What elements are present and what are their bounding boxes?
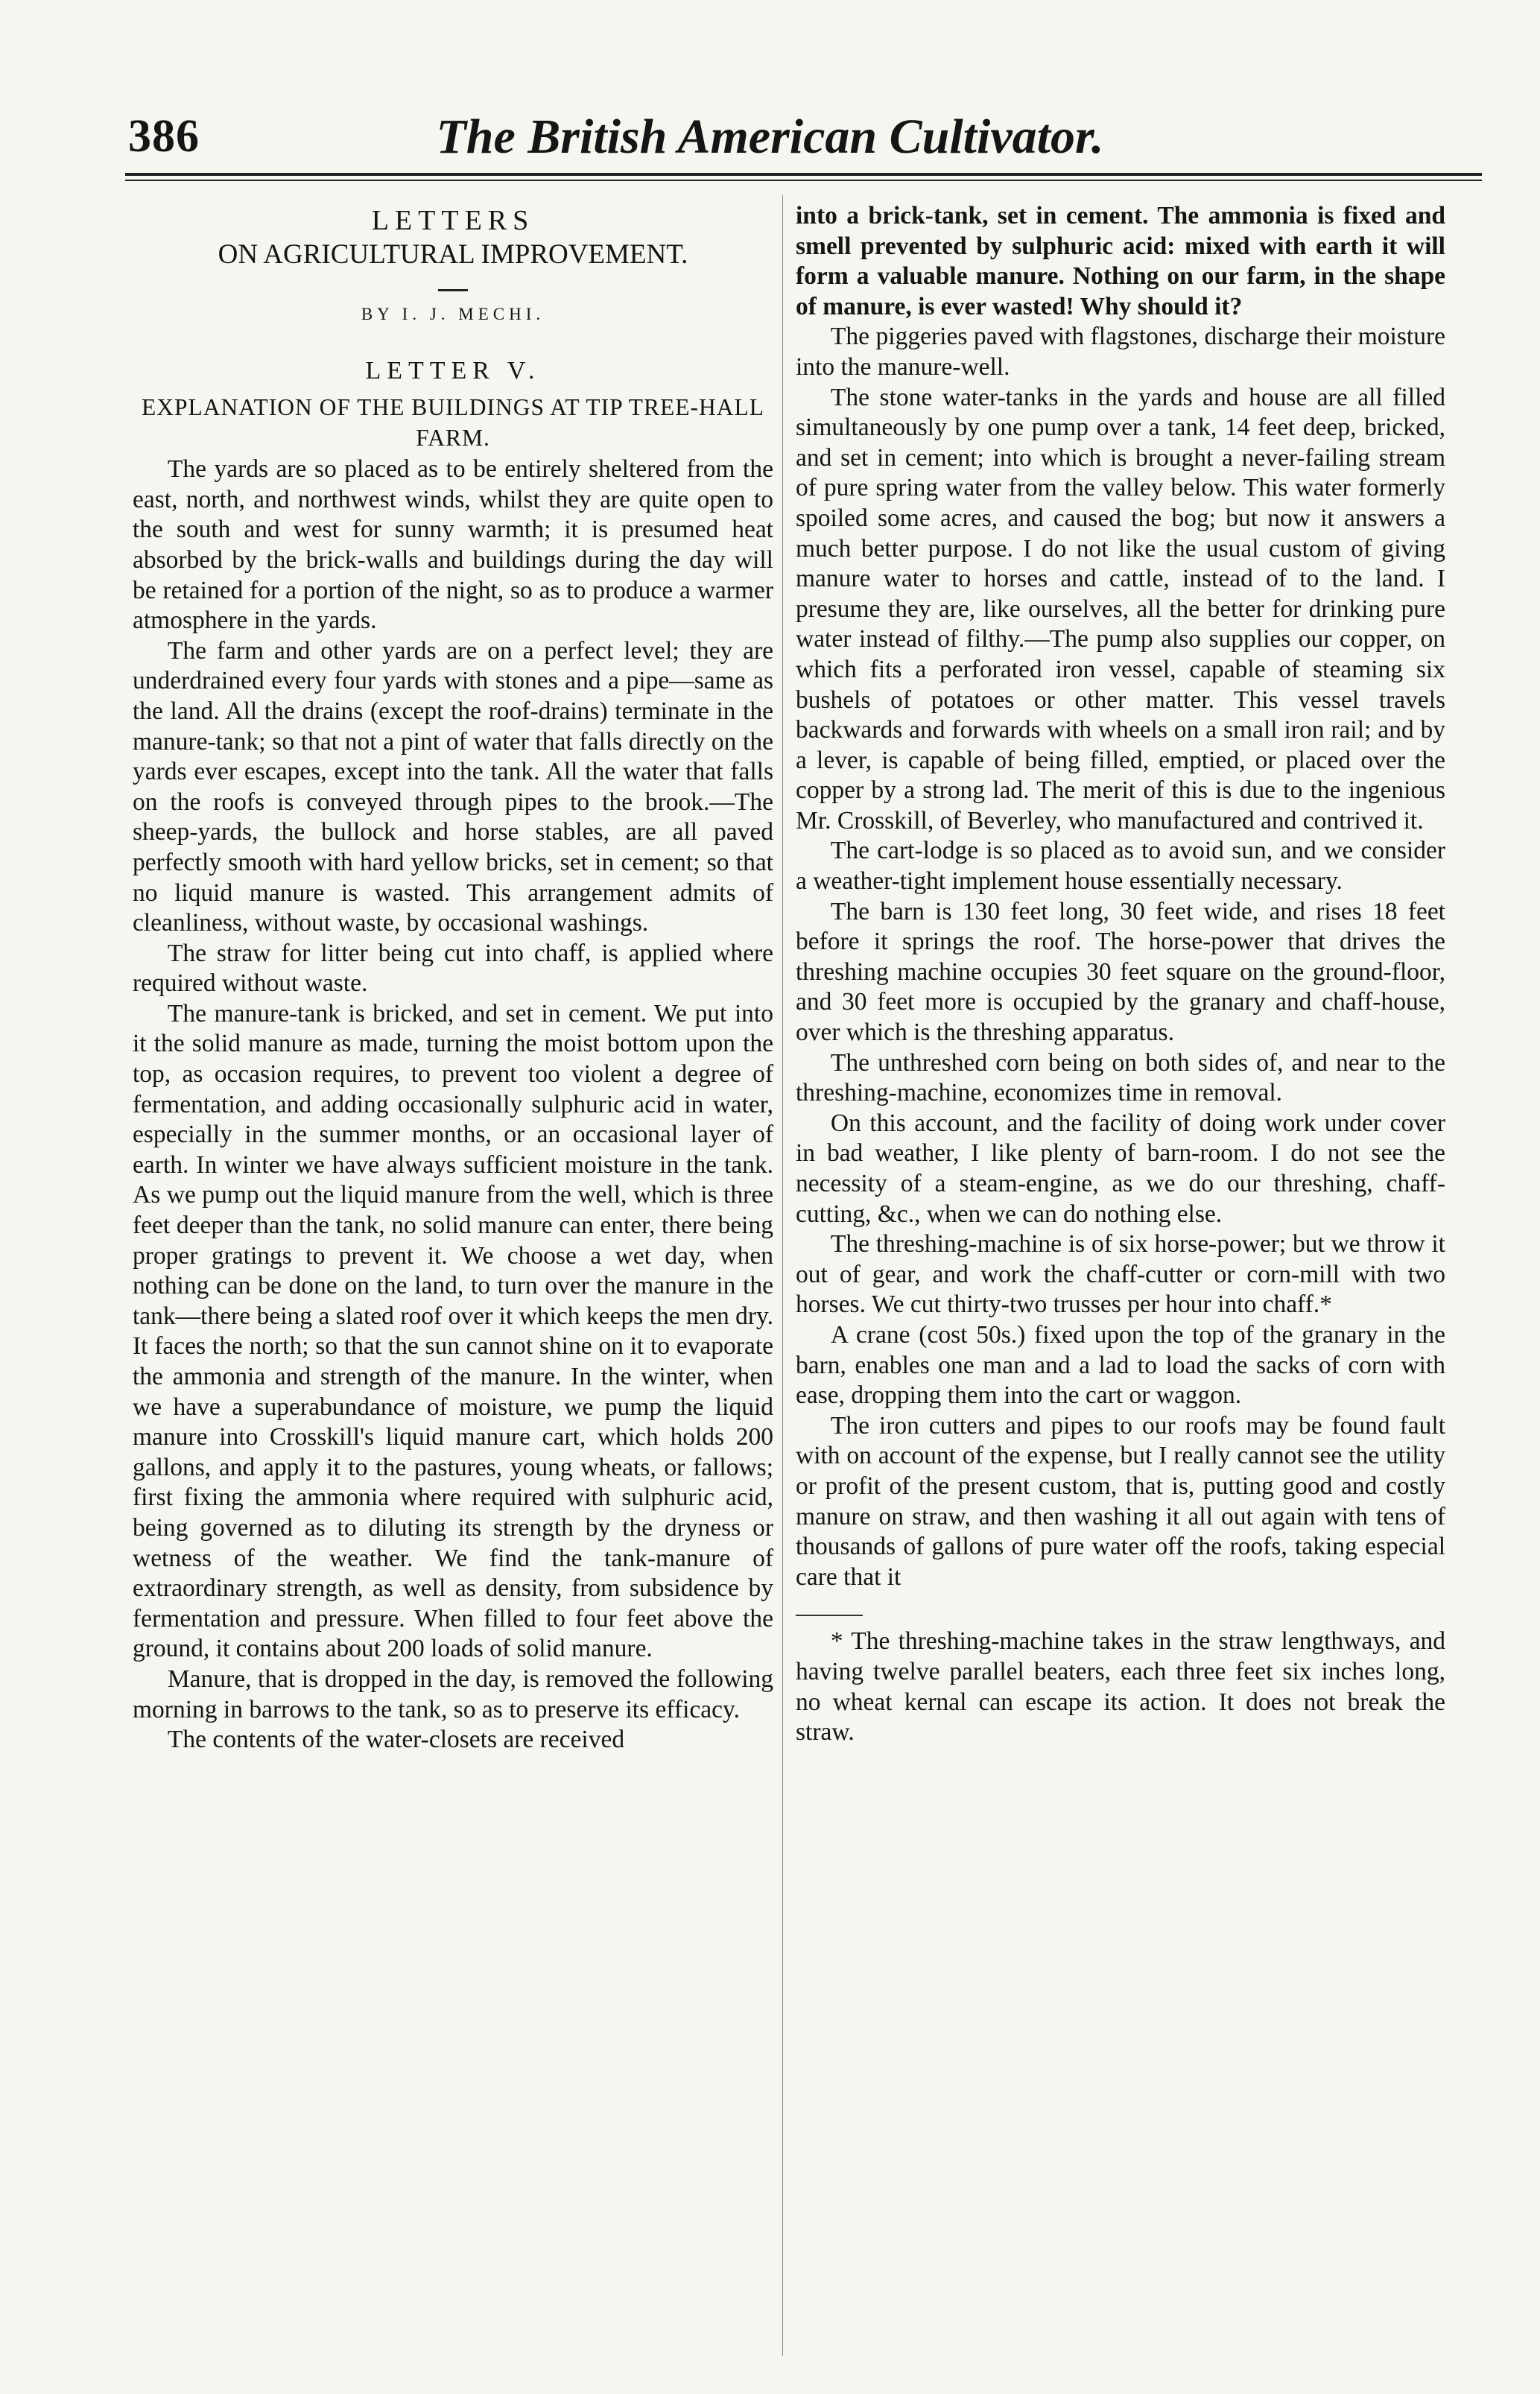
paragraph: Manure, that is dropped in the day, is removed the following morning in barrows to the tank, so as to preserve its efficacy. bbox=[133, 1665, 773, 1723]
paragraph: The iron cutters and pipes to our roofs may be found fault with on account of the expense, but I really cannot see the utility or profit of the present custom, that is, putting good and costly manure on straw, and then washing it all out again with tens of thousands of gallons of pure water off the roofs, taking especial care that it bbox=[796, 1411, 1445, 1591]
footnote bbox=[796, 1627, 1445, 1747]
section-heading: EXPLANATION OF THE BUILDINGS AT TIP TREE-HALL FARM. bbox=[142, 394, 764, 451]
paragraph: The contents of the water-closets are received bbox=[167, 1726, 625, 1754]
paragraph: The barn is 130 feet long, 30 feet wide, and rises 18 feet before it springs the roof. The horse-power that drives the threshing machine occupies 30 feet square on the ground-floor, and 30 feet more is occupied by the granary and chaff-house, over which is the threshing apparatus. bbox=[796, 897, 1445, 1047]
paragraph: The straw for litter being cut into chaff, is applied where required without waste. bbox=[133, 939, 773, 998]
paragraph: into a brick-tank, set in cement. The ammonia is fixed and smell prevented by sulphuric acid: mixed with earth it will form a valuable manure. Nothing on our farm, in the shape of manure, is ever wasted! Why should it? bbox=[796, 202, 1445, 320]
article-subheading: ON AGRICULTURAL IMPROVEMENT. bbox=[218, 239, 688, 270]
paragraph: The stone water-tanks in the yards and house are all filled simultaneously by one pump over a tank, 14 feet deep, bricked, and set in cement; into which is brought a never-failing stream of pure spring water from the valley below. This water formerly spoiled some acres, and caused the bog; but now it answers a much better purpose. I do not like the usual custom of giving manure water to horses and cattle, instead of to the land. I presume they are, like ourselves, all the better for drinking pure water instead of filthy.—The pump also supplies our copper, on which fits a perforated iron vessel, capable of steaming six bushels of potatoes or other matter. This vessel travels backwards and forwards with wheels on a small iron rail; and by a lever, is capable of being filled, emptied, or placed over the copper by a strong lad. The merit of this is due to the ingenious Mr. Crosskill, of Beverley, who manufactured and contrived it. bbox=[796, 383, 1445, 835]
paragraph: The cart-lodge is so placed as to avoid sun, and we consider a weather-tight implement house essentially necessary. bbox=[796, 837, 1445, 896]
byline: BY I. J. MECHI. bbox=[361, 305, 545, 323]
publication-title: The British American Cultivator. bbox=[436, 110, 1104, 164]
right-column bbox=[796, 201, 1445, 1748]
paragraph: The farm and other yards are on a perfect level; they are underdrained every four yards with stones and a pipe—same as the land. All the drains (except the roof-drains) terminate in the manure-tank; so that not a pint of water that falls directly on the yards ever escapes, except into the tank. All the water that falls on the roofs is conveyed through pipes to the brook.—The sheep-yards, the bullock and horse stables, are all paved perfectly smooth with hard yellow bricks, set in cement; so that no liquid manure is wasted. This arrangement admits of cleanliness, without waste, by occasional washings. bbox=[133, 636, 773, 937]
paragraph: The manure-tank is bricked, and set in cement. We put into it the solid manure as made, turning the moist bottom upon the top, as occasion requires, to prevent too violent a degree of fermentation, and adding occasionally sulphuric acid in water, especially in the summer months, or an occasional layer of earth. In winter we have always sufficient moisture in the tank. As we pump out the liquid manure from the well, which is three feet deeper than the tank, no solid manure can enter, there being proper gratings to prevent it. We choose a wet day, when nothing can be done on the land, to turn over the manure in the tank—there being a slated roof over it which keeps the men dry. It faces the north; so that the sun cannot shine on it to evaporate the ammonia and strength of the manure. In the winter, when we have a superabundance of moisture, we pump the liquid manure into Crosskill's liquid manure cart, which holds 200 gallons, and apply it to the pastures, young wheats, or fallows; first fixing the ammonia where required with sulphuric acid, being governed as to diluting its strength by the dryness or wetness of the weather. We find the tank-manure of extraordinary strength, as well as density, from subsidence by fermentation and pressure. When filled to four feet above the ground, it contains about 200 loads of solid manure. bbox=[133, 999, 773, 1663]
page-number: 386 bbox=[128, 111, 200, 162]
paragraph: On this account, and the facility of doing work under cover in bad weather, I like plenty of barn-room. I do not see the necessity of a steam-engine, as we do our threshing, chaff-cutting, &c., when we can do nothing else. bbox=[796, 1109, 1445, 1228]
header-rule bbox=[125, 173, 1482, 176]
paragraph: The yards are so placed as to be entirely sheltered from the east, north, and northwest winds, whilst they are quite open to the south and west for sunny warmth; it is presumed heat absorbed by the brick-walls and buildings during the day will be retained for a portion of the night, so as to produce a warmer atmosphere in the yards. bbox=[133, 455, 773, 635]
footnote-text: * The threshing-machine takes in the straw lengthways, and having twelve parallel beaters, each three feet six inches long, no wheat kernal can escape its action. It does not break the straw. bbox=[796, 1627, 1445, 1747]
paragraph: The threshing-machine is of six horse-power; but we throw it out of gear, and work the chaff-cutter or corn-mill with two horses. We cut thirty-two trusses per hour into chaff.* bbox=[796, 1230, 1445, 1319]
paragraph: The piggeries paved with flagstones, discharge their moisture into the manure-well. bbox=[796, 323, 1445, 381]
column-divider bbox=[782, 195, 783, 2356]
paragraph: A crane (cost 50s.) fixed upon the top of the granary in the barn, enables one man and a lad to load the sacks of corn with ease, dropping them into the cart or waggon. bbox=[796, 1320, 1445, 1410]
header-rule-thin bbox=[125, 180, 1482, 181]
letter-number: LETTER V. bbox=[365, 357, 541, 384]
footnote-rule bbox=[796, 1615, 863, 1616]
article-heading: LETTERS bbox=[371, 205, 535, 236]
left-column bbox=[133, 201, 773, 1755]
heading-divider bbox=[438, 289, 468, 291]
paragraph: The unthreshed corn being on both sides of, and near to the threshing-machine, economizes time in removal. bbox=[796, 1048, 1445, 1107]
